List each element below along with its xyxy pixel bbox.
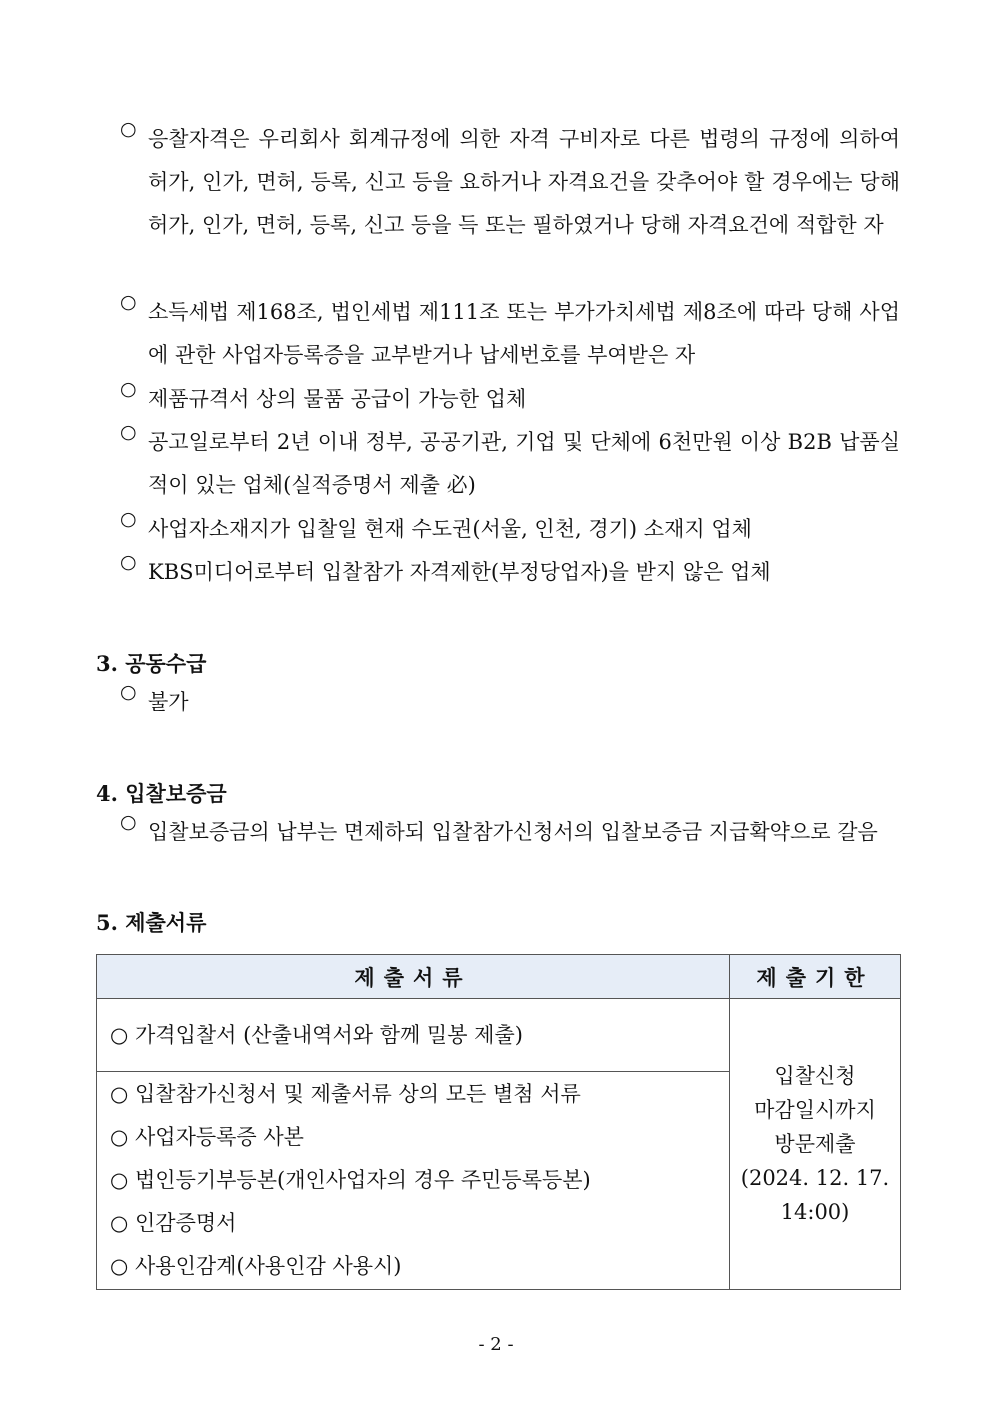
qualification-item [120, 378, 900, 421]
deadline-line: 마감일시까지 [754, 1098, 876, 1122]
deadline-line: (2024. 12. 17. [740, 1166, 890, 1190]
qualification-item [120, 508, 900, 551]
qualification-text: 응찰자격은 우리회사 회계규정에 의한 자격 구비자로 다른 법령의 규정에 의하여 허가, 인가, 면허, 등록, 신고 등을 요하거나 자격요건을 갖추어야 할 경우에는 당해 허가, 인가, 면허, 등록, 신고 등을 득 또는 필하였거나 당해 자격요건에 적합한 자 [148, 127, 900, 237]
documents-table [96, 954, 901, 1290]
deadline-line: 입찰신청 [774, 1064, 856, 1088]
qualification-text: KBS미디어로부터 입찰참가 자격제한(부정당업자)을 받지 않은 업체 [148, 560, 771, 584]
deadline-line: 방문제출 [774, 1132, 856, 1156]
joint-supply-item [120, 681, 900, 724]
section-heading-bid-bond: 4. 입찰보증금 [96, 781, 227, 806]
bullet-circle-icon: ○ [120, 508, 137, 530]
qualification-item [120, 421, 900, 507]
bid-bond-text: 입찰보증금의 납부는 면제하되 입찰참가신청서의 입찰보증금 지급확약으로 갈음 [148, 820, 878, 844]
qualification-item [120, 551, 900, 594]
header-documents: 제출서류 [97, 955, 730, 999]
document-item: ○ 사용인감계(사용인감 사용시) [110, 1254, 402, 1278]
qualification-text: 사업자소재지가 입찰일 현재 수도권(서울, 인천, 경기) 소재지 업체 [148, 517, 752, 541]
joint-supply-text: 불가 [148, 690, 189, 714]
deadline-cell [730, 999, 901, 1290]
qualification-text: 소득세법 제168조, 법인세법 제111조 또는 부가가치세법 제8조에 따라 당해 사업에 관한 사업자등록증을 교부받거나 납세번호를 부여받은 자 [148, 300, 900, 367]
bullet-circle-icon: ○ [120, 551, 137, 573]
qualification-item [120, 291, 900, 377]
qualification-text: 제품규격서 상의 물품 공급이 가능한 업체 [148, 387, 527, 411]
document-item: ○ 인감증명서 [110, 1211, 237, 1235]
table-header-row [97, 955, 901, 999]
table-row [97, 999, 901, 1072]
document-cell [97, 1072, 730, 1290]
page-number: - 2 - [478, 1334, 514, 1355]
bullet-circle-icon: ○ [120, 421, 137, 443]
document-item: ○ 가격입찰서 (산출내역서와 함께 밀봉 제출) [110, 1022, 523, 1047]
deadline-line: 14:00) [780, 1200, 850, 1224]
qualification-text: 공고일로부터 2년 이내 정부, 공공기관, 기업 및 단체에 6천만원 이상 B2B 납품실적이 있는 업체(실적증명서 제출 必) [148, 430, 900, 497]
bullet-circle-icon: ○ [120, 118, 137, 140]
document-item: ○ 입찰참가신청서 및 제출서류 상의 모든 별첨 서류 [110, 1082, 581, 1106]
header-deadline: 제출기한 [730, 955, 901, 999]
bullet-circle-icon: ○ [120, 811, 137, 833]
bullet-circle-icon: ○ [120, 378, 137, 400]
bullet-circle-icon: ○ [120, 681, 137, 703]
document-cell [97, 999, 730, 1072]
bullet-circle-icon: ○ [120, 291, 137, 313]
section-heading-documents: 5. 제출서류 [96, 910, 207, 935]
section-heading-joint-supply: 3. 공동수급 [96, 651, 207, 676]
bid-bond-item [120, 811, 900, 854]
qualification-item [120, 118, 900, 247]
document-item: ○ 법인등기부등본(개인사업자의 경우 주민등록등본) [110, 1168, 591, 1192]
document-item: ○ 사업자등록증 사본 [110, 1125, 304, 1149]
